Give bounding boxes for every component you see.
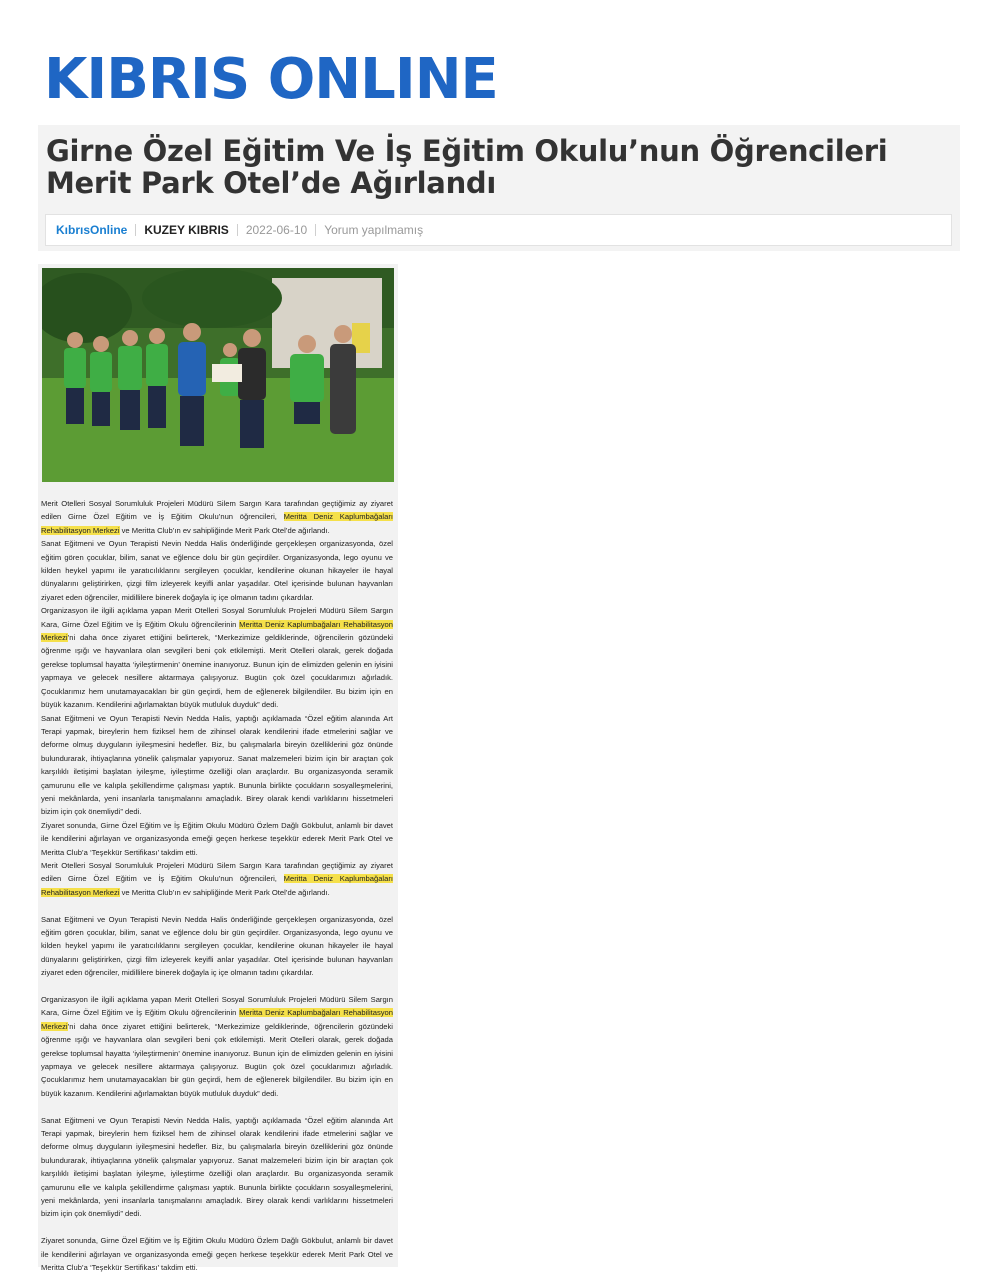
article-photo xyxy=(42,268,394,482)
article-paragraph: Sanat Eğitmeni ve Oyun Terapisti Nevin Nedda Halis önderliğinde gerçekleşen organizasyonda, özel eğitim gören çocuklar, bilim, sanat ve eğlence dolu bir gün geçirdiler. Organizasyonda, lego oyunu ve kilden heykel yapımı ile yaratıcılıklarını sergileyen çocuklar, kendilerine okunan hikayeler ile hayal dünyalarını geliştirirken, çizgi film izleyerek keyifli anlar yaşadılar. Otel içerisinde bulunan hayvanları ziyaret eden öğrenciler, midillilere binerek doğayla iç içe olmanın tadını çıkardılar. xyxy=(41,914,393,978)
site-logo[interactable]: KIBRIS ONLINE xyxy=(44,47,498,112)
article-paragraph: Sanat Eğitmeni ve Oyun Terapisti Nevin Nedda Halis önderliğinde gerçekleşen organizasyonda, özel eğitim gören çocuklar, bilim, sanat ve eğlence dolu bir gün geçirdiler. Organizasyonda, lego oyunu ve kilden heykel yapımı ile yaratıcılıklarını sergileyen çocuklar, kendilerine okunan hikayeler ile hayal dünyalarını geliştirirken, çizgi film izleyerek keyifli anlar yaşadılar. Otel içerisinde bulunan hayvanları ziyaret eden öğrenciler, midillilere binerek doğayla iç içe olmanın tadını çıkardılar. xyxy=(41,539,393,602)
meta-category-link[interactable]: KUZEY KIBRIS xyxy=(144,223,229,237)
meta-site-link[interactable]: KıbrısOnline xyxy=(56,223,128,237)
highlighted-link[interactable]: Meritta Deniz Kaplumbağaları Rehabilitasyon Merkezi xyxy=(41,512,393,535)
article-paragraph: Organizasyon ile ilgili açıklama yapan Merit Otelleri Sosyal Sorumluluk Projeleri Müdürü Silem Sargın Kara, Girne Özel Eğitim ve İş Eğitim Okulu öğrencilerinin Meritta Deniz Kaplumbağaları Rehabilitasyon Merkezi’ni daha önce ziyaret ettiğini belirterek, “Merkezimize geldiklerinde, öğrencilerin gözündeki öğrenme ışığı ve hayvanlara olan sevgileri beni çok etkilemişti. Merit Otelleri olarak, gerek doğada gerekse toplumsal hayatta ‘iyileştirmenin’ önemine inanıyoruz. Bunun için de elimizden gelenin en iyisini yapmaya ve gelecek nesillere aktarmaya çalışıyoruz. Bugün çok özel çocuklarımızı ağırladık. Çocuklarımız hem unutamayacakları bir gün geçirdi, hem de eğlenerek bilgilendiler. Bu bizim için en büyük kazanım. Kendilerini ağırlamaktan büyük mutluluk duyduk” dedi. xyxy=(41,995,394,1098)
article-paragraph: Sanat Eğitmeni ve Oyun Terapisti Nevin Nedda Halis, yaptığı açıklamada “Özel eğitim alanında Art Terapi yapmak, bireylerin hem fiziksel hem de zihinsel olarak kendilerini ifade etmelerini sağlar ve deforme olmuş duyguların iyileşmesini hedefler. Biz, bu çalışmalarla bireyin özelliklerini göz önünde bulundurarak, ihtiyaçlarına yönelik çalışmalar yapıyoruz. Sanat malzemeleri bizim için bir araçtan çok karşılıklı iletişimi başlatan iyileşme, iyileştirme özelliği olan araçlardır. Bu organizasyonda seramik çamurunu elle ve kalıpla şekillendirme çalışması yaptık. Bununla birlikte çocukların sosyalleşmelerini, yeni mekânlarda, yeni insanlarla tanışmalarını amaçladık. Birey olarak kendi varlıklarını hissetmeleri bizim için çok önemliydi” dedi. xyxy=(41,1115,393,1219)
article-paragraph: Merit Otelleri Sosyal Sorumluluk Projeleri Müdürü Silem Sargın Kara tarafından geçtiğimiz ay ziyaret edilen Girne Özel Eğitim ve İş Eğitim Okulu’nun öğrencileri, Meritta Deniz Kaplumbağaları Rehabilitasyon Merkezi ve Meritta Club’ın ev sahipliğinde Merit Park Otel’de ağırlandı. xyxy=(41,499,393,535)
article-body xyxy=(38,264,398,1273)
highlighted-link[interactable]: Meritta Deniz Kaplumbağaları Rehabilitasyon Merkezi xyxy=(41,1008,394,1031)
article-paragraph: Ziyaret sonunda, Girne Özel Eğitim ve İş Eğitim Okulu Müdürü Özlem Dağlı Gökbulut, anlamlı bir davet ile kendilerini ağırlayan ve organizasyonda emeği geçen herkese teşekkür ederek Merit Park Otel ve Meritta Club’a ‘Teşekkür Sertifikası’ takdim etti. xyxy=(41,1236,393,1273)
article-paragraph: Ziyaret sonunda, Girne Özel Eğitim ve İş Eğitim Okulu Müdürü Özlem Dağlı Gökbulut, anlamlı bir davet ile kendilerini ağırlayan ve organizasyonda emeği geçen herkese teşekkür ederek Merit Park Otel ve Meritta Club’a ‘Teşekkür Sertifikası’ takdim etti. xyxy=(41,820,393,857)
meta-comments-link[interactable]: Yorum yapılmamış xyxy=(324,223,424,237)
article-header xyxy=(38,125,960,251)
article-text xyxy=(41,497,393,1275)
article-title: Girne Özel Eğitim Ve İş Eğitim Okulu’nun Öğrencileri Merit Park Otel’de Ağırlandı xyxy=(46,134,888,200)
article-paragraph: Organizasyon ile ilgili açıklama yapan Merit Otelleri Sosyal Sorumluluk Projeleri Müdürü Silem Sargın Kara, Girne Özel Eğitim ve İş Eğitim Okulu öğrencilerinin Meritta Deniz Kaplumbağaları Rehabilitasyon Merkezi’ni daha önce ziyaret ettiğini belirterek, “Merkezimize geldiklerinde, öğrencilerin gözündeki öğrenme ışığı ve hayvanlara olan sevgileri beni çok etkilemişti. Merit Otelleri olarak, gerek doğada gerekse toplumsal hayatta ‘iyileştirmenin’ önemine inanıyoruz. Bunun için de elimizden gelenin en iyisini yapmaya ve gelecek nesillere aktarmaya çalışıyoruz. Bugün çok özel çocuklarımızı ağırladık. Çocuklarımız hem unutamayacakları bir gün geçirdi, hem de eğlenerek bilgilendiler. Bu bizim için en büyük kazanım. Kendilerini ağırlamaktan büyük mutluluk duyduk” dedi. xyxy=(41,606,394,710)
article-paragraph: Merit Otelleri Sosyal Sorumluluk Projeleri Müdürü Silem Sargın Kara tarafından geçtiğimiz ay ziyaret edilen Girne Özel Eğitim ve İş Eğitim Okulu’nun öğrencileri, Meritta Deniz Kaplumbağaları Rehabilitasyon Merkezi ve Meritta Club’ın ev sahipliğinde Merit Park Otel’de ağırlandı. xyxy=(41,860,393,897)
highlighted-link[interactable]: Meritta Deniz Kaplumbağaları Rehabilitasyon Merkezi xyxy=(41,874,393,897)
meta-date: 2022-06-10 xyxy=(245,223,308,237)
article-meta-bar xyxy=(45,214,952,246)
highlighted-link[interactable]: Meritta Deniz Kaplumbağaları Rehabilitasyon Merkezi xyxy=(41,619,394,643)
article-paragraph: Sanat Eğitmeni ve Oyun Terapisti Nevin Nedda Halis, yaptığı açıklamada “Özel eğitim alanında Art Terapi yapmak, bireylerin hem fiziksel hem de zihinsel olarak kendilerini ifade etmelerini sağlar ve deforme olmuş duyguların iyileşmesini hedefler. Biz, bu çalışmalarla bireyin özelliklerini göz önünde bulundurarak, ihtiyaçlarına yönelik çalışmalar yapıyoruz. Sanat malzemeleri bizim için bir araçtan çok karşılıklı iletişimi başlatan iyileşme, iyileştirme özelliği olan araçlardır. Bu organizasyonda seramik çamurunu elle ve kalıpla şekillendirme çalışması yaptık. Bununla birlikte çocukların sosyalleşmelerini, yeni mekânlarda, yeni insanlarla tanışmalarını amaçladık. Birey olarak kendi varlıklarını hissetmeleri bizim için çok önemliydi” dedi. xyxy=(41,713,393,817)
group-photo-illustration xyxy=(42,268,394,482)
